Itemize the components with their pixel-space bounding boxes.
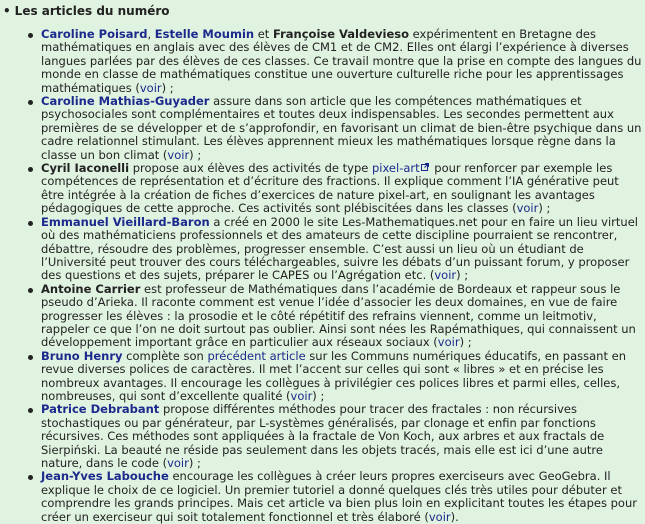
list-item (28, 283, 642, 350)
static-text: ) ; (161, 80, 174, 95)
static-text: et (254, 27, 273, 41)
bullet-dot (28, 288, 33, 293)
pixel-art-link[interactable]: pixel-art (371, 161, 420, 176)
bullet-dot (28, 408, 33, 413)
static-text: ) ; (538, 201, 551, 216)
bullet-dot (28, 100, 33, 105)
list-item (28, 216, 642, 283)
author-name: Cyril Iaconelli (41, 161, 130, 176)
static-text: ) ; (189, 147, 202, 162)
list-item (28, 470, 642, 524)
static-text: ) ; (456, 268, 469, 283)
section-title: Les articles du numéro (14, 4, 170, 18)
voir-link[interactable]: voir (428, 509, 451, 524)
external-link-icon (421, 163, 429, 171)
article-summary: assure dans son article que les compétences mathématiques et psychosociales sont complémentaires et toutes deux indispensables. Les secondes permettent aux premières de se développer et de s’approfondir, en favorisant un climat de bien-être psychique dans un cadre relationnel stimulant. Les élèves apprennent mieux les mathématiques lorsque règne dans la classe un bon climat ( (41, 94, 642, 162)
list-item (28, 162, 642, 216)
author-link[interactable]: Estelle Moumin (154, 27, 255, 41)
article-summary: propose aux élèves des activités de type (129, 161, 372, 176)
bullet-dot (28, 475, 33, 480)
article-summary: encourage les collègues à créer leurs propres exerciseurs avec GeoGebra. Il explique le choix de ce logiciel. Un premier tutoriel a donné quelques clés très utiles pour débuter et comprendre les grands principes. Mais cet article va bien plus loin en explicitant toutes les étapes pour créer un exerciseur qui soit totalement fonctionnel et très élaboré ( (41, 469, 637, 524)
author-link[interactable]: Bruno Henry (41, 348, 123, 363)
voir-link[interactable]: voir (434, 268, 457, 283)
list-item (28, 28, 642, 95)
bullet-dot (28, 355, 33, 360)
author-link[interactable]: Patrice Debrabant (41, 402, 160, 417)
static-text: ) ; (459, 335, 472, 350)
static-text: ). (450, 509, 459, 524)
heading-bullet: • (3, 4, 11, 18)
article-summary: est professeur de Mathématiques dans l’académie de Bordeaux et rappeur sous le pseudo d’Arieka. Il raconte comment est venue l’idée d’associer les deux domaines, en vue de faire progresser les élèves : la prosodie et le côté répétitif des refrains viennent, comme un leitmotiv, rappeler ce que l’on ne doit surtout pas oublier. Ainsi sont nées les Rapémathiques, qui connaissent un développement important grâce en particulier aux réseaux sociaux ( (41, 281, 636, 350)
list-item (28, 350, 642, 404)
author-link[interactable]: Caroline Mathias-Guyader (41, 94, 210, 109)
static-text: , (147, 27, 155, 41)
static-text: ) ; (312, 388, 325, 403)
article-summary: pour renforcer par exemple les compétences de représentation et d’écriture des fractions. Il explique comment l’IA générative peut être intégrée à la création de fiches d’exercices de nature pixel-art, en soulignant les avantages pédagogiques de cette approche. Ces activités sont plébiscitées dans les classes ( (41, 161, 619, 216)
bullet-dot (28, 33, 33, 38)
article-summary: sur les Communs numériques éducatifs, en passant en revue diverses polices de caractères. Il met l’accent sur celles qui sont « libres » et en précise les nombreux avantages. Il encourage les collègues à privilégier ces polices libres et parmi elles, celles, nombreuses, qui sont d’excellente qualité ( (41, 348, 626, 403)
author-link[interactable]: Jean-Yves Labouche (41, 469, 169, 484)
voir-link[interactable]: voir (437, 335, 460, 350)
article-summary: expérimentent en Bretagne des mathématiques en anglais avec des élèves de CM1 et de CM2. Elles ont élargi l’expérience à diverses langues parlées par des élèves de ces classes. Ce travail montre que la prise en compte des langues du monde en classe de mathématiques constitue une ouverture culturelle riche pour les apprentissages mathématiques ( (41, 27, 642, 95)
voir-link[interactable]: voir (139, 80, 162, 95)
static-text: ) ; (188, 456, 201, 470)
author-link[interactable]: Emmanuel Vieillard-Baron (41, 214, 210, 229)
voir-link[interactable]: voir (290, 388, 313, 403)
list-item (28, 403, 642, 470)
bullet-dot (28, 167, 33, 172)
article-summary: a créé en 2000 le site Les-Mathematiques.net pour en faire un lieu virtuel où des mathématiciens professionnels et des amateurs de cette discipline pourraient se rencontrer, débattre, résoudre des problèmes, progresser ensemble. C’est aussi un lieu où un étudiant de l’Université peut trouver des cours téléchargeables, suivre les débats d’un puissant forum, y proposer des questions et des sujets, préparer le CAPES ou l’Agrégation etc. ( (41, 214, 638, 283)
previous-article-link[interactable]: précédent article (207, 348, 306, 363)
voir-link[interactable]: voir (167, 456, 189, 470)
author-link[interactable]: Caroline Poisard (41, 27, 148, 41)
author-name: Antoine Carrier (41, 281, 141, 296)
article-summary: propose différentes méthodes pour tracer des fractales : non récursives stochastiques ou par générateur, par L-systèmes généralisés, par clonage et enfin par fonctions récursives. Ces méthodes sont appliquées à la fractale de Von Koch, aux arbres et aux fractals de Sierpiński. La beauté ne réside pas seulement dans les objets tracés, mais elle est ici d’une autre nature, dans le code ( (41, 402, 605, 470)
list-item (28, 95, 642, 162)
articles-list (28, 28, 642, 524)
author-name: Françoise Valdevieso (272, 27, 410, 41)
voir-link[interactable]: voir (516, 201, 539, 216)
section-heading (3, 5, 170, 18)
bullet-dot (28, 221, 33, 226)
voir-link[interactable]: voir (167, 147, 190, 162)
article-summary: complète son (122, 348, 208, 363)
